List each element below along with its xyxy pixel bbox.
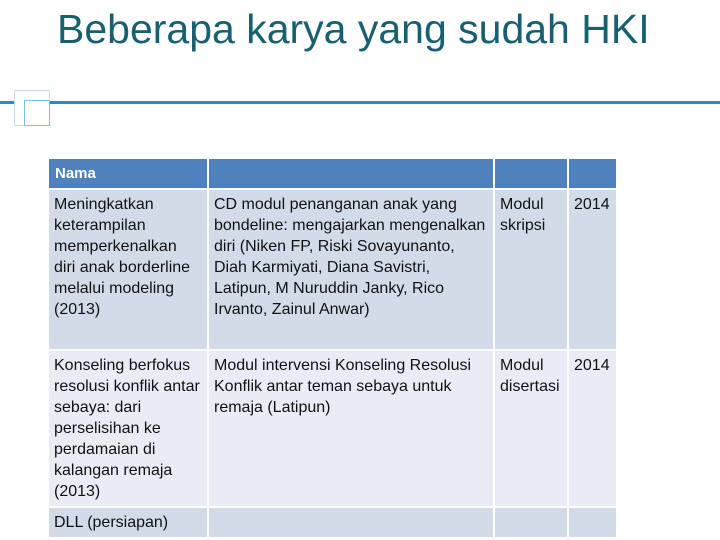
decorative-squares — [14, 90, 50, 126]
cell-jenis — [495, 508, 567, 537]
cell-tahun: 2014 — [569, 190, 616, 349]
cell-produk: CD modul penanganan anak yang bondeline: mengajarkan mengenalkan diri (Niken FP, Riski Sovayunanto, Diah Karmiyati, Diana Savistri, Latipun, M Nuruddin Janky, Rico Irvanto, Zainul Anwar) — [209, 190, 493, 349]
cell-jenis: Modul disertasi — [495, 351, 567, 506]
table-row — [49, 190, 616, 349]
header-nama: Nama — [49, 159, 207, 188]
cell-produk — [209, 508, 493, 537]
cell-tahun — [569, 508, 616, 537]
table-header-row — [49, 159, 616, 188]
cell-produk: Modul intervensi Konseling Resolusi Konflik antar teman sebaya untuk remaja (Latipun) — [209, 351, 493, 506]
cell-jenis: Modul skripsi — [495, 190, 567, 349]
header-col-3 — [495, 159, 567, 188]
cell-tahun: 2014 — [569, 351, 616, 506]
table-row — [49, 508, 616, 537]
cell-karya: Meningkatkan keterampilan memperkenalkan diri anak borderline melalui modeling (2013) — [49, 190, 207, 349]
cell-karya: Konseling berfokus resolusi konflik antar sebaya: dari perselisihan ke perdamaian di kalangan remaja (2013) — [49, 351, 207, 506]
table-row — [49, 351, 616, 506]
cell-karya: DLL (persiapan) — [49, 508, 207, 537]
header-col-4 — [569, 159, 616, 188]
header-col-2 — [209, 159, 493, 188]
title-underline — [0, 101, 720, 104]
slide-title: Beberapa karya yang sudah HKI — [57, 6, 650, 52]
hki-table — [47, 157, 618, 539]
